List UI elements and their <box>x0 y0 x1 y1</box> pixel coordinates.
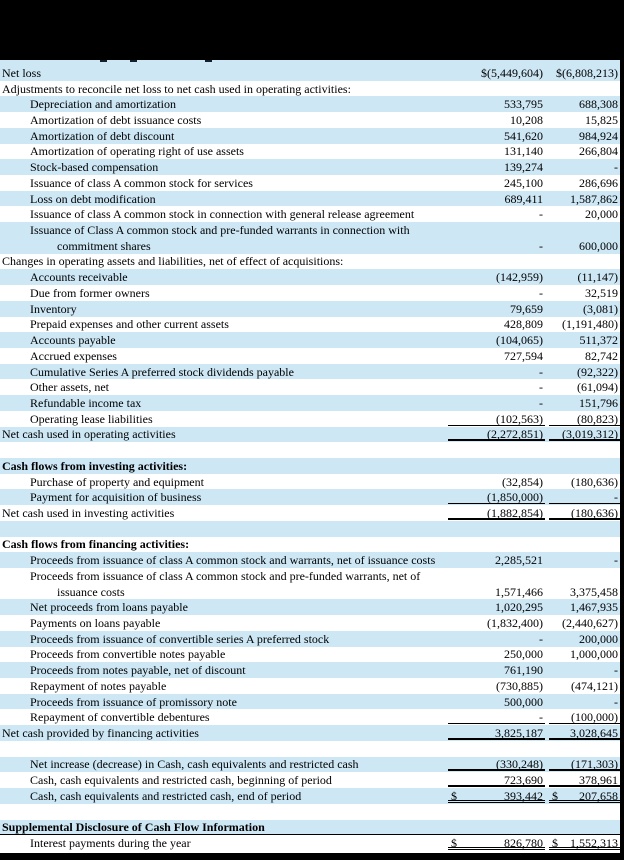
statement-row <box>0 725 620 741</box>
redacted-header-bar <box>0 0 624 60</box>
right-edge-bar <box>620 0 624 860</box>
value-col2: 688,308 <box>579 97 618 112</box>
value-col1: 761,190 <box>504 663 543 678</box>
statement-row <box>0 144 620 160</box>
row-label: Repayment of notes payable <box>30 678 167 693</box>
statement-row <box>0 662 620 678</box>
row-label: Net cash used in operating activities <box>2 427 176 442</box>
value-col2: 600,000 <box>579 238 618 253</box>
row-line-1 <box>0 568 620 584</box>
row-label: Issuance of class A common stock for services <box>30 175 253 190</box>
statement-row <box>0 128 620 144</box>
value-col2: (2,440,627) <box>562 616 618 631</box>
value-col1: (142,959) <box>496 270 543 285</box>
row-label: Cash flows from financing activities: <box>2 537 190 552</box>
value-col2: - <box>614 160 618 175</box>
statement-row <box>0 222 620 253</box>
row-label: Net loss <box>2 65 41 80</box>
value-col1: (2,272,851) <box>448 427 545 441</box>
value-col1: 79,659 <box>510 301 543 316</box>
value-col1: - <box>448 710 545 724</box>
statement-row <box>0 631 620 647</box>
value-col2: 3,028,645 <box>549 726 620 740</box>
value-col1: (1,882,854) <box>448 506 545 520</box>
value-col1: $(5,449,604) <box>481 65 543 80</box>
value-col2: - <box>614 663 618 678</box>
value-col1: (1,850,000) <box>448 490 545 504</box>
row-label: Purchase of property and equipment <box>30 474 204 489</box>
row-label: Proceeds from issuance of class A common stock and pre-funded warrants, net of <box>30 568 421 583</box>
row-label: Issuance of class A common stock in connection with general release agreement <box>30 207 415 222</box>
row-label: Other assets, net <box>30 380 109 395</box>
row-line-1 <box>0 222 620 238</box>
value-col2: 1,467,935 <box>570 600 618 615</box>
statement-row <box>0 348 620 364</box>
amount: 826,780 <box>504 836 543 851</box>
bottom-edge-bar <box>0 853 624 860</box>
row-label: Due from former owners <box>30 285 150 300</box>
statement-row <box>0 599 620 615</box>
statement-row <box>0 427 620 443</box>
statement-row <box>0 411 620 427</box>
row-label: Prepaid expenses and other current assets <box>30 317 229 332</box>
value-col1: (102,563) <box>448 412 545 426</box>
statement-row <box>0 647 620 663</box>
value-col2: (180,636) <box>571 474 618 489</box>
statement-table <box>0 60 620 853</box>
row-label: Payments on loans payable <box>30 616 161 631</box>
value-col2: (180,636) <box>549 506 620 520</box>
row-label: Accounts receivable <box>30 270 128 285</box>
row-label: Operating lease liabilities <box>30 411 153 426</box>
value-col1: 2,285,521 <box>495 553 543 568</box>
amount: 207,658 <box>579 788 618 803</box>
statement-row <box>0 96 620 112</box>
value-col2: - <box>614 694 618 709</box>
clipped-text-fragment <box>130 60 137 62</box>
statement-row <box>0 678 620 694</box>
value-col2: (171,303) <box>549 757 620 771</box>
value-col1: 3,825,187 <box>448 726 545 740</box>
row-label: Stock-based compensation <box>30 160 159 175</box>
statement-row <box>0 191 620 207</box>
spacer-row <box>0 741 620 757</box>
statement-row <box>0 489 620 505</box>
row-label: Repayment of convertible debentures <box>30 710 210 725</box>
value-col2: 1,000,000 <box>570 647 618 662</box>
value-col2 <box>549 789 620 803</box>
value-col2: (3,081) <box>583 301 618 316</box>
row-label: Cash flows from investing activities: <box>2 458 188 473</box>
value-col2: (92,322) <box>577 364 618 379</box>
value-col2: 3,375,458 <box>570 584 618 599</box>
row-label: Refundable income tax <box>30 395 142 410</box>
row-label: Payment for acquisition of business <box>30 490 202 505</box>
value-col2: 511,372 <box>579 333 618 348</box>
row-label: Inventory <box>30 301 77 316</box>
spacer-row <box>0 442 620 458</box>
statement-row <box>0 709 620 725</box>
row-label: Loss on debt modification <box>30 191 156 206</box>
section-header-row <box>0 458 620 474</box>
value-col1: (730,885) <box>496 678 543 693</box>
row-label: Proceeds from issuance of promissory note <box>30 694 237 709</box>
value-col1: 131,140 <box>504 144 543 159</box>
statement-row <box>0 112 620 128</box>
value-col1: 1,571,466 <box>495 584 543 599</box>
row-label: Net proceeds from loans payable <box>30 600 188 615</box>
value-col2 <box>549 836 620 850</box>
value-col1: 500,000 <box>504 694 543 709</box>
statement-row <box>0 175 620 191</box>
statement-row <box>0 285 620 301</box>
value-col2: (11,147) <box>577 270 618 285</box>
value-col2: (80,823) <box>549 412 620 426</box>
row-label: Amortization of operating right of use assets <box>30 144 244 159</box>
value-col2: 151,796 <box>579 395 618 410</box>
value-col2: 286,696 <box>579 175 618 190</box>
spacer-row <box>0 521 620 537</box>
value-col1: - <box>539 285 543 300</box>
statement-row <box>0 301 620 317</box>
value-col1: (104,065) <box>496 333 543 348</box>
value-col1: 689,411 <box>504 191 543 206</box>
statement-row <box>0 159 620 175</box>
row-label: Amortization of debt issuance costs <box>30 113 202 128</box>
value-col1: - <box>539 238 543 253</box>
value-col2: (1,191,480) <box>562 317 618 332</box>
row-label: Amortization of debt discount <box>30 128 175 143</box>
statement-row <box>0 772 620 788</box>
value-col2: 200,000 <box>579 631 618 646</box>
statement-row <box>0 364 620 380</box>
value-col2: 82,742 <box>585 348 618 363</box>
statement-row <box>0 254 620 270</box>
statement-row <box>0 206 620 222</box>
dollar-sign: $ <box>451 788 457 803</box>
statement-row <box>0 552 620 568</box>
row-label: Net increase (decrease) in Cash, cash equivalents and restricted cash <box>30 757 359 772</box>
value-col2: 32,519 <box>585 285 618 300</box>
value-col1: - <box>539 631 543 646</box>
statement-row <box>0 332 620 348</box>
statement-row <box>0 65 620 81</box>
row-label: Net cash used in investing activities <box>2 505 175 520</box>
row-label: Interest payments during the year <box>30 836 191 851</box>
dollar-sign: $ <box>552 788 558 803</box>
statement-row <box>0 505 620 521</box>
value-col2: 1,587,862 <box>570 191 618 206</box>
row-label: Adjustments to reconcile net loss to net cash used in operating activities: <box>2 81 351 96</box>
row-label: Net cash provided by financing activities <box>2 726 199 741</box>
value-col2: - <box>614 553 618 568</box>
value-col1 <box>448 836 545 850</box>
row-label: Cumulative Series A preferred stock dividends payable <box>30 364 294 379</box>
statement-row <box>0 757 620 773</box>
row-label: Proceeds from notes payable, net of discount <box>30 663 246 678</box>
row-label: Cash, cash equivalents and restricted cash, end of period <box>30 788 302 803</box>
statement-row <box>0 474 620 490</box>
value-col2: 15,825 <box>585 113 618 128</box>
value-col1: (1,832,400) <box>487 616 543 631</box>
value-col2: (100,000) <box>549 710 620 724</box>
dollar-sign: $ <box>552 836 558 851</box>
amount: 1,552,313 <box>570 836 618 851</box>
row-line-2 <box>0 238 620 254</box>
value-col1: 139,274 <box>504 160 543 175</box>
section-header-row <box>0 820 620 836</box>
row-label: Proceeds from convertible notes payable <box>30 647 226 662</box>
value-col1: 428,809 <box>504 317 543 332</box>
section-header-row <box>0 537 620 553</box>
value-col1: - <box>539 395 543 410</box>
row-label: Depreciation and amortization <box>30 97 176 112</box>
value-col2: 266,804 <box>579 144 618 159</box>
dollar-sign: $ <box>451 836 457 851</box>
row-label: Accrued expenses <box>30 348 117 363</box>
statement-row <box>0 379 620 395</box>
statement-row <box>0 269 620 285</box>
clipped-text-fragment <box>100 60 107 62</box>
value-col1: 245,100 <box>504 175 543 190</box>
value-col1: 723,690 <box>448 773 545 787</box>
value-col1 <box>448 789 545 803</box>
value-col1: 1,020,295 <box>495 600 543 615</box>
value-col2: (474,121) <box>571 678 618 693</box>
row-label: commitment shares <box>57 238 151 253</box>
row-label: Changes in operating assets and liabilities, net of effect of acquisitions: <box>2 254 344 269</box>
value-col1: (32,854) <box>502 474 543 489</box>
statement-row <box>0 317 620 333</box>
value-col1: (330,248) <box>448 757 545 771</box>
spacer-row <box>0 804 620 820</box>
row-label: Accounts payable <box>30 333 116 348</box>
value-col2: $(6,808,213) <box>556 65 618 80</box>
value-col1: - <box>539 207 543 222</box>
row-label: Supplemental Disclosure of Cash Flow Information <box>2 819 265 834</box>
statement-row <box>0 615 620 631</box>
row-label: Issuance of Class A common stock and pre-funded warrants in connection with <box>30 223 410 238</box>
row-line-2 <box>0 584 620 600</box>
value-col2: 378,961 <box>549 773 620 787</box>
statement-row <box>0 694 620 710</box>
row-label: Proceeds from issuance of convertible series A preferred stock <box>30 631 330 646</box>
statement-row <box>0 568 620 599</box>
value-col1: 533,795 <box>504 97 543 112</box>
value-col1: - <box>539 380 543 395</box>
statement-row <box>0 788 620 804</box>
statement-row <box>0 81 620 97</box>
row-label: issuance costs <box>57 584 125 599</box>
amount: 393,442 <box>504 788 543 803</box>
clipped-partial-row <box>0 60 620 65</box>
value-col1: - <box>539 364 543 379</box>
statement-row <box>0 395 620 411</box>
value-col2: (61,094) <box>577 380 618 395</box>
statement-row <box>0 835 620 851</box>
row-label: Cash, cash equivalents and restricted cash, beginning of period <box>30 773 332 788</box>
clipped-text-fragment <box>205 60 212 62</box>
value-col1: 727,594 <box>504 348 543 363</box>
value-col2: 984,924 <box>579 128 618 143</box>
value-col1: 250,000 <box>504 647 543 662</box>
value-col2: (3,019,312) <box>549 427 620 441</box>
value-col1: 541,620 <box>504 128 543 143</box>
row-label: Proceeds from issuance of class A common stock and warrants, net of issuance costs <box>30 553 436 568</box>
value-col2: - <box>549 490 620 504</box>
value-col2: 20,000 <box>585 207 618 222</box>
value-col1: 10,208 <box>510 113 543 128</box>
